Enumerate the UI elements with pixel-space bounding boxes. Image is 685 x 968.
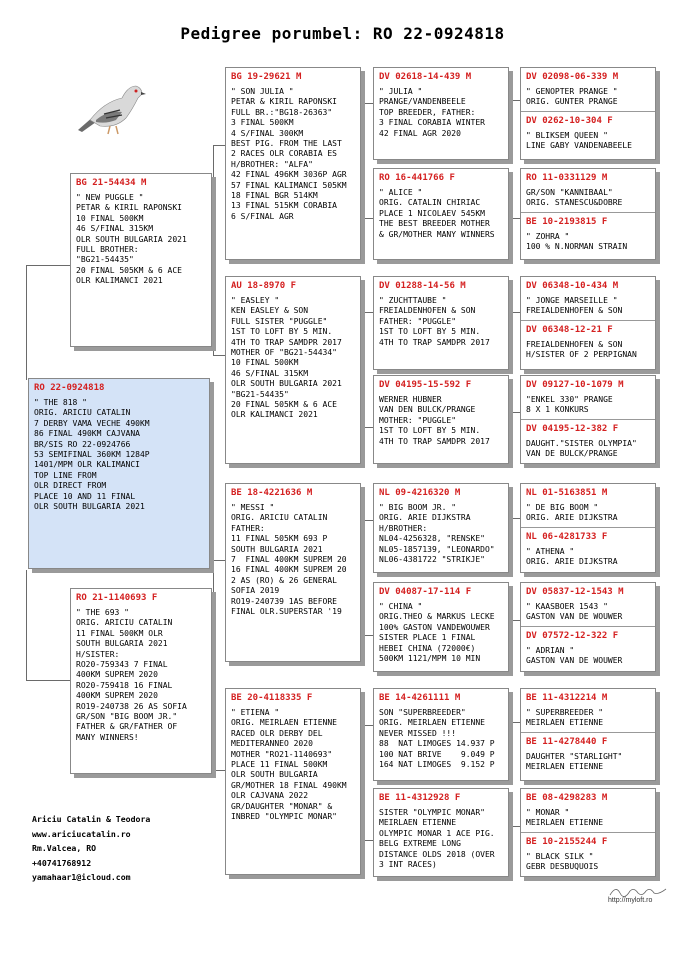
pigeon-details: WERNER HUBNER VAN DEN BULCK/PRANGE MOTHER: "PUGGLE" 1ST TO LOFT BY 5 MIN. 4TH TO TRAP SAMDPR 2017 (379, 395, 490, 446)
ring-number: DV 01288-14-56 M (379, 281, 466, 291)
pigeon-details: " BLACK SILK " GEBR DESBUQUOIS (526, 851, 599, 872)
ring-number: DV 0262-10-304 F (526, 115, 613, 126)
pigeon-details: " ALICE " ORIG. CATALIN CHIRIAC PLACE 1 NICOLAEV 545KM THE BEST BREEDER MOTHER & GR/MOTHER MANY WINNERS (379, 188, 495, 239)
g3-card (373, 582, 509, 672)
pigeon-details: " ADRIAN " GASTON VAN DE WOUWER (526, 645, 623, 666)
g3-card (373, 67, 509, 160)
page-title: Pedigree porumbel: RO 22-0924818 (180, 24, 505, 43)
ring-number: DV 05837-12-1543 M (526, 587, 624, 597)
owner-contact: Ariciu Catalin & Teodora www.ariciucatalin.ro Rm.Valcea, RO +40741768912 yamahaar1@icloud.com (32, 814, 151, 883)
g4-card (520, 375, 656, 464)
ring-number: BE 10-2155244 F (526, 836, 608, 847)
pigeon-details: SON "SUPERBREEDER" ORIG. MEIRLAEN ETIENNE NEVER MISSED !!! 88 NAT LIMOGES 14.937 P 100 NAT BRIVE 9.049 P 164 NAT LIMOGES 9.152 P (379, 708, 495, 770)
pigeon-details: "ENKEL 330" PRANGE 8 X 1 KONKURS (526, 395, 613, 415)
pigeon-details: " ETIENA " ORIG. MEIRLAEN ETIENNE RACED OLR DERBY DEL MEDITERANNEO 2020 MOTHER "RO21-1140693" PLACE 11 FINAL 500KM OLR SOUTH BULGARIA GR/MOTHER 18 FINAL 490KM OLR CAJVANA 2022 GR/DAUGHTER "MONAR" & INBRED "OLYMPIC MONAR" (231, 708, 347, 822)
pigeon-details: " JULIA " PRANGE/VANDENBEELE TOP BREEDER, FATHER: 3 FINAL CORABIA WINTER 42 FINAL AGR 2020 (379, 87, 485, 138)
pigeon-details: " KAASBOER 1543 " GASTON VAN DE WOUWER (526, 602, 623, 622)
g4-card (520, 688, 656, 781)
g3-card (373, 375, 509, 464)
pigeon-details: " MONAR " MEIRLAEN ETIENNE (526, 808, 604, 828)
pigeon-details: " EASLEY " KEN EASLEY & SON FULL SISTER "PUGGLE" 1ST TO LOFT BY 5 MIN. 4TH TO TRAP SAMDPR 2017 MOTHER OF "BG21-54434" 10 FINAL 500KM 46 S/FINAL 315KM OLR SOUTH BULGARIA 2021 "BG21-54435" 20 FINAL 505KM & 6 ACE OLR KALIMANCI 2021 (231, 296, 342, 420)
pigeon-details: " JONGE MARSEILLE " FREIALDENHOFEN & SON (526, 296, 623, 316)
ring-number: DV 04195-12-382 F (526, 423, 619, 434)
pigeon-details: FREIALDENHOFEN & SON H/SISTER OF 2 PERPIGNAN (526, 339, 637, 360)
ring-number: DV 06348-10-434 M (526, 281, 619, 291)
root-pigeon-card (28, 378, 210, 569)
pigeon-details: " ATHENA " ORIG. ARIE DIJKSTRA (526, 546, 618, 567)
ring-number: BE 11-4312928 F (379, 793, 461, 803)
ring-number: RO 11-0331129 M (526, 173, 608, 183)
pigeon-details: " NEW PUGGLE " PETAR & KIRIL RAPONSKI 10 FINAL 500KM 46 S/FINAL 315KM OLR SOUTH BULGARIA 2021 FULL BROTHER: "BG21-54435" 20 FINAL 505KM & 6 ACE OLR KALIMANCI 2021 (76, 193, 187, 286)
g3-card (373, 276, 509, 370)
ring-number: RO 16-441766 F (379, 173, 455, 183)
pigeon-details: DAUGHT."SISTER OLYMPIA" VAN DE BULCK/PRANGE (526, 438, 637, 459)
sire-card (70, 173, 212, 347)
g4-card (520, 168, 656, 260)
pigeon-details: " GENOPTER PRANGE " ORIG. GUNTER PRANGE (526, 87, 618, 107)
g3-card (373, 168, 509, 260)
dam-dam-card (225, 688, 361, 875)
pigeon-details: " CHINA " ORIG.THEO & MARKUS LECKE 100% GASTON VANDEWOUWER SISTER PLACE 1 FINAL HEBEI CHINA (72000€) 500KM 1121/MPM 10 MIN (379, 602, 495, 664)
pigeon-details: SISTER "OLYMPIC MONAR" MEIRLAEN ETIENNE OLYMPIC MONAR 1 ACE PIG. BELG EXTREME LONG DISTANCE OLDS 2018 (OVER 3 INT RACES) (379, 808, 495, 870)
ring-number: AU 18-8970 F (231, 281, 297, 291)
pigeon-details: " MESSI " ORIG. ARICIU CATALIN FATHER: 11 FINAL 505KM 693 P SOUTH BULGARIA 2021 7 FINAL 400KM SUPREM 20 16 FINAL 400KM SUPREM 20 2 AS (RO) & 26 GENERAL SOFIA 2019 RO19-240739 1AS BEFORE FINAL OLR.SUPERSTAR '19 (231, 503, 347, 617)
ring-number: DV 09127-10-1079 M (526, 380, 624, 390)
ring-number: DV 04087-17-114 F (379, 587, 472, 597)
ring-number: NL 01-5163851 M (526, 488, 608, 498)
pigeon-details: " BLIKSEM QUEEN " LINE GABY VANDENABEELE (526, 130, 632, 151)
pigeon-details: " THE 693 " ORIG. ARICIU CATALIN 11 FINAL 500KM OLR SOUTH BULGARIA 2021 H/SISTER: RO20-759343 7 FINAL 400KM SUPREM 2020 RO20-759418 16 FINAL 400KM SUPREM 2020 RO19-240738 26 AS SOFIA GR/SON "BIG BOOM JR." FATHER & GR/FATHER OF MANY WINNERS! (76, 608, 187, 742)
pigeon-details: " DE BIG BOOM " ORIG. ARIE DIJKSTRA (526, 503, 618, 523)
pigeon-icon (76, 76, 156, 140)
ring-number: BE 11-4312214 M (526, 693, 608, 703)
pigeon-details: " BIG BOOM JR. " ORIG. ARIE DIJKSTRA H/BROTHER: NL04-4256328, "RENSKE" NL05-1857139, "LEONARDO" NL06-4381722 "STRIKJE" (379, 503, 495, 565)
g4-card (520, 788, 656, 877)
ring-number: RO 22-0924818 (34, 383, 105, 393)
dam-card (70, 588, 212, 774)
g4-card (520, 276, 656, 370)
g3-card (373, 483, 509, 573)
ring-number: RO 21-1140693 F (76, 593, 158, 603)
ring-number: DV 04195-15-592 F (379, 380, 472, 390)
ring-number: DV 02098-06-339 M (526, 72, 619, 82)
pigeon-details: DAUGHTER "STARLIGHT" MEIRLAEN ETIENNE (526, 751, 623, 772)
dam-sire-card (225, 483, 361, 662)
pigeon-details: " ZUCHTTAUBE " FREIALDENHOFEN & SON FATHER: "PUGGLE" 1ST TO LOFT BY 5 MIN. 4TH TO TRAP SAMDPR 2017 (379, 296, 490, 347)
g4-card (520, 483, 656, 573)
ring-number: BE 08-4298283 M (526, 793, 608, 803)
ring-number: NL 09-4216320 M (379, 488, 461, 498)
pigeon-details: " SON JULIA " PETAR & KIRIL RAPONSKI FULL BR.:"BG18-26363" 3 FINAL 500KM 4 S/FINAL 300KM BEST PIG. FROM THE LAST 2 RACES OLR CORABIA ES H/BROTHER: "ALFA" 42 FINAL 496KM 3036P AGR 57 FINAL KALIMANCI 505KM 18 FINAL BGR 514KM 13 FINAL 515KM CORABIA 6 S/FINAL AGR (231, 87, 347, 221)
ring-number: BE 20-4118335 F (231, 693, 313, 703)
ring-number: BG 21-54434 M (76, 178, 147, 188)
sire-dam-card (225, 276, 361, 464)
ring-number: BE 18-4221636 M (231, 488, 313, 498)
g3-card (373, 788, 509, 877)
pigeon-details: " SUPERBREEDER " MEIRLAEN ETIENNE (526, 708, 604, 728)
ring-number: DV 06348-12-21 F (526, 324, 613, 335)
g4-card (520, 67, 656, 160)
ring-number: DV 02618-14-439 M (379, 72, 472, 82)
ring-number: BE 14-4261111 M (379, 693, 461, 703)
pigeon-details: " THE 818 " ORIG. ARICIU CATALIN 7 DERBY VAMA VECHE 490KM 86 FINAL 490KM CAJVANA BR/SIS RO 22-0924766 53 SEMIFINAL 360KM 1284P 1401/MPM OLR KALIMANCI TOP LINE FROM OLR DIRECT FROM PLACE 10 AND 11 FINAL OLR SOUTH BULGARIA 2021 (34, 398, 150, 512)
g4-card (520, 582, 656, 672)
g3-card (373, 688, 509, 781)
sire-sire-card (225, 67, 361, 260)
pigeon-details: " ZOHRA " 100 % N.NORMAN STRAIN (526, 231, 628, 252)
ring-number: NL 06-4281733 F (526, 531, 608, 542)
ring-number: BE 10-2193815 F (526, 216, 608, 227)
ring-number: DV 07572-12-322 F (526, 630, 619, 641)
ring-number: BE 11-4278440 F (526, 736, 608, 747)
ring-number: BG 19-29621 M (231, 72, 302, 82)
website-link[interactable]: http://myloft.ro (608, 897, 653, 904)
pigeon-details: GR/SON "KANNIBAAL" ORIG. STANESCU&DOBRE (526, 188, 623, 208)
